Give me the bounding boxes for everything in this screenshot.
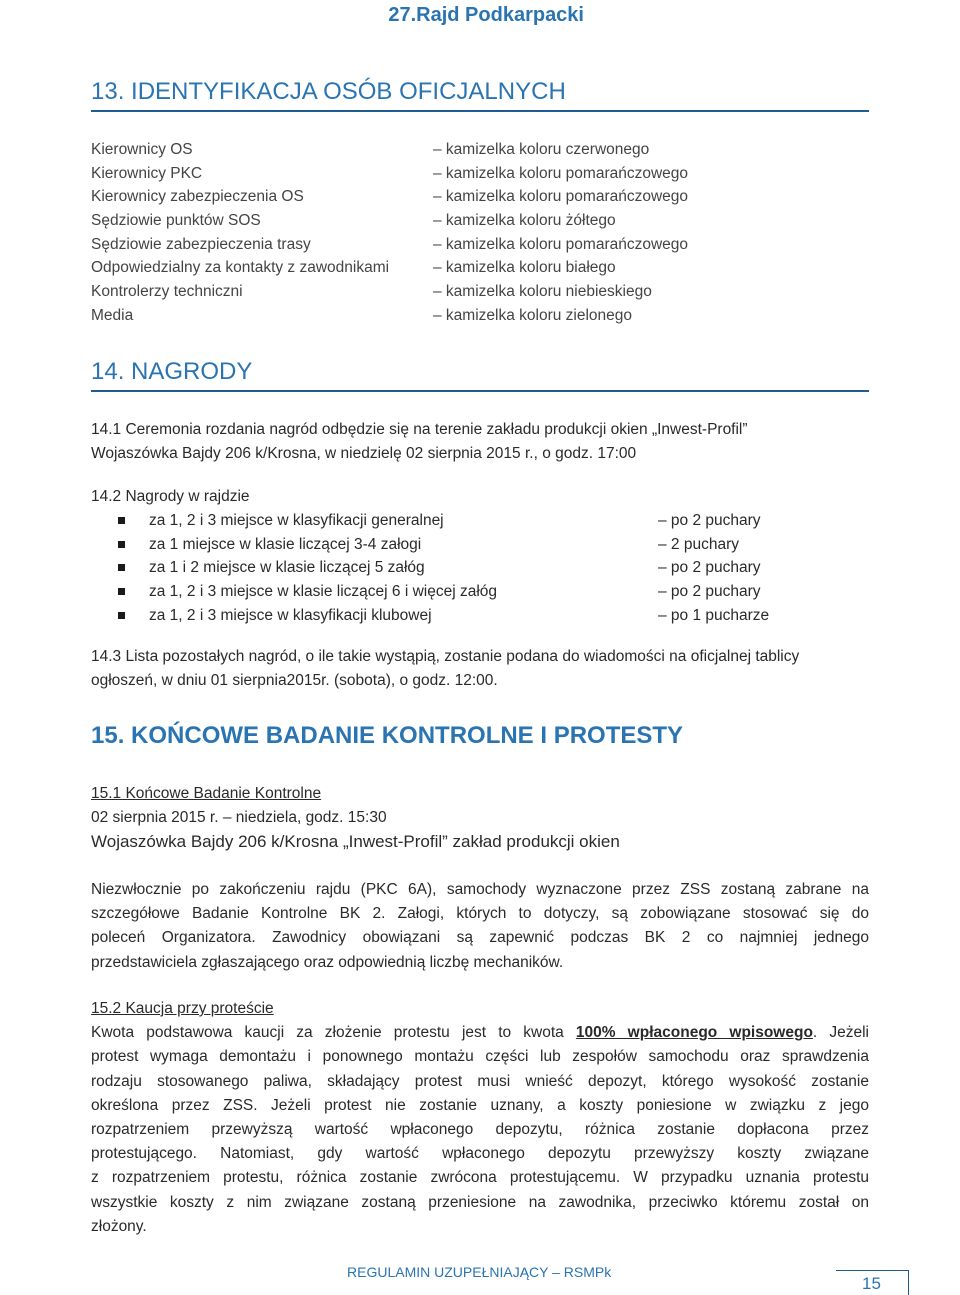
official-role: Kontrolerzy techniczni xyxy=(91,283,243,301)
official-row xyxy=(91,138,869,162)
protest-deposit-block xyxy=(91,997,869,1239)
final-inspection-paragraph xyxy=(91,878,869,975)
paragraph-line: rodzaju stosowanego paliwa, składający protest musi wnieść depozyt, którego wysokość zostanie xyxy=(91,1072,869,1090)
prize-award: – po 1 pucharze xyxy=(658,606,770,624)
official-row xyxy=(91,209,869,233)
prize-text: za 1, 2 i 3 miejsce w klasyfikacji klubowej xyxy=(149,606,432,624)
prize-item xyxy=(118,509,778,533)
square-bullet-icon xyxy=(118,517,125,524)
official-role: Sędziowie zabezpieczenia trasy xyxy=(91,235,311,253)
officials-list xyxy=(91,138,869,328)
official-vest: – kamizelka koloru pomarańczowego xyxy=(433,188,689,206)
paragraph-line: wszystkie koszty z nim związane zostaną przeniesione na zawodnika, przeciwko któremu został on xyxy=(91,1193,869,1211)
paragraph-line: złożony. xyxy=(91,1217,147,1235)
paragraph-line: rozpatrzeniem przewyższą wartość wpłaconego depozytu, różnica zostanie dopłacona przez xyxy=(91,1121,869,1139)
prize-text: za 1 miejsce w klasie liczącej 3-4 załogi xyxy=(149,535,422,553)
prize-item xyxy=(118,604,778,628)
footer-divider xyxy=(908,1270,909,1295)
text-span: . Jeżeli xyxy=(812,1024,869,1042)
footer-label: REGULAMIN UZUPEŁNIAJĄCY – RSMPk xyxy=(347,1264,612,1280)
official-row xyxy=(91,256,869,280)
paragraph-line: Niezwłocznie po zakończeniu rajdu (PKC 6A), samochody wyznaczone przez ZSS zostaną zabrane na xyxy=(91,881,869,898)
deposit-amount: 100% wpłaconego wpisowego xyxy=(575,1024,813,1042)
prize-item xyxy=(118,580,778,604)
paragraph-line: protestującego. Natomiast, gdy wartość wpłaconego depozytu przewyższy koszty związane xyxy=(91,1145,869,1163)
page-number: 15 xyxy=(862,1274,881,1293)
prize-award: – po 2 puchary xyxy=(658,559,761,577)
square-bullet-icon xyxy=(118,588,125,595)
prize-award: – po 2 puchary xyxy=(658,583,761,601)
official-role: Kierownicy PKC xyxy=(91,164,203,182)
paragraph-line: poleceń Organizatora. Zawodnicy obowiązani są zapewnić podczas BK 2 co najmniej jednego xyxy=(91,929,869,947)
prize-award: – po 2 puchary xyxy=(658,512,761,529)
paragraph-line: ogłoszeń, w dniu 01 sierpnia2015r. (sobota), o godz. 12:00. xyxy=(91,672,498,690)
subsection-heading: 15.1 Końcowe Badanie Kontrolne xyxy=(91,785,322,802)
paragraph-line: z rozpatrzeniem protestu, różnica zostanie zwrócona protestującemu. W przypadku uznania protestu xyxy=(91,1169,869,1187)
section-15-heading: 15. KOŃCOWE BADANIE KONTROLNE I PROTESTY xyxy=(91,722,684,749)
prizes-list xyxy=(118,509,778,627)
official-role: Kierownicy zabezpieczenia OS xyxy=(91,188,304,206)
official-row xyxy=(91,304,869,328)
paragraph-line: 14.1 Ceremonia rozdania nagród odbędzie się na terenie zakładu produkcji okien „Inwest-Profil” xyxy=(91,421,748,438)
official-vest: – kamizelka koloru pomarańczowego xyxy=(433,164,689,182)
section-13-heading: 13. IDENTYFIKACJA OSÓB OFICJALNYCH xyxy=(91,78,869,112)
official-role: Odpowiedzialny za kontakty z zawodnikami xyxy=(91,259,390,277)
paragraph-line: określona przez ZSS. Jeżeli protest nie zostanie uznany, a koszty poniesione w związku z jego xyxy=(91,1096,869,1114)
official-row xyxy=(91,162,869,186)
official-role: Kierownicy OS xyxy=(91,141,193,158)
subsection-heading: 15.2 Kaucja przy proteście xyxy=(91,1000,274,1017)
official-vest: – kamizelka koloru niebieskiego xyxy=(433,283,652,301)
official-vest: – kamizelka koloru białego xyxy=(433,259,616,277)
official-vest: – kamizelka koloru żółtego xyxy=(433,212,616,230)
official-vest: – kamizelka koloru pomarańczowego xyxy=(433,235,689,253)
prize-item xyxy=(118,556,778,580)
document-header-title: 27.Rajd Podkarpacki xyxy=(388,4,584,26)
official-role: Sędziowie punktów SOS xyxy=(91,212,261,230)
prize-award: – 2 puchary xyxy=(658,535,739,553)
square-bullet-icon xyxy=(118,541,125,548)
prizes-subheading: 14.2 Nagrody w rajdzie xyxy=(91,488,250,505)
paragraph-line: szczegółowe Badanie Kontrolne BK 2. Załogi, których to dotyczy, są zobowiązane stosować się do xyxy=(91,905,869,923)
prize-text: za 1, 2 i 3 miejsce w klasyfikacji generalnej xyxy=(149,512,444,529)
prize-text: za 1, 2 i 3 miejsce w klasie liczącej 6 i więcej załóg xyxy=(149,583,498,601)
official-role: Media xyxy=(91,306,134,324)
prize-text: za 1 i 2 miejsce w klasie liczącej 5 załóg xyxy=(149,559,425,577)
paragraph-line: Wojaszówka Bajdy 206 k/Krosna, w niedzielę 02 sierpnia 2015 r., o godz. 17:00 xyxy=(91,445,637,463)
paragraph-line: 14.3 Lista pozostałych nagród, o ile takie wystąpią, zostanie podana do wiadomości na oficjalnej tablicy xyxy=(91,648,800,665)
text-span: Kwota podstawowa kaucji za złożenie protestu jest to kwota xyxy=(91,1024,564,1042)
other-prizes-paragraph xyxy=(91,645,869,693)
section-14-heading: 14. NAGRODY xyxy=(91,358,869,392)
paragraph-line: przedstawiciela zgłaszającego oraz odpowiednią liczbę mechaników. xyxy=(91,953,564,971)
official-row xyxy=(91,233,869,257)
official-vest: – kamizelka koloru czerwonego xyxy=(433,141,650,158)
prize-item xyxy=(118,533,778,557)
final-inspection-block xyxy=(91,782,869,855)
official-vest: – kamizelka koloru zielonego xyxy=(433,306,633,324)
paragraph-line xyxy=(91,1021,869,1045)
square-bullet-icon xyxy=(118,612,125,619)
inspection-place: Wojaszówka Bajdy 206 k/Krosna „Inwest-Profil” zakład produkcji okien xyxy=(91,832,620,852)
inspection-date: 02 sierpnia 2015 r. – niedziela, godz. 15:30 xyxy=(91,809,387,827)
paragraph-line: protest wymaga demontażu i ponownego montażu części lub zespołów samochodu oraz sprawdzenia xyxy=(91,1048,869,1066)
footer-divider xyxy=(836,1270,908,1271)
official-row xyxy=(91,280,869,304)
official-row xyxy=(91,185,869,209)
square-bullet-icon xyxy=(118,564,125,571)
prize-ceremony-paragraph xyxy=(91,418,869,466)
